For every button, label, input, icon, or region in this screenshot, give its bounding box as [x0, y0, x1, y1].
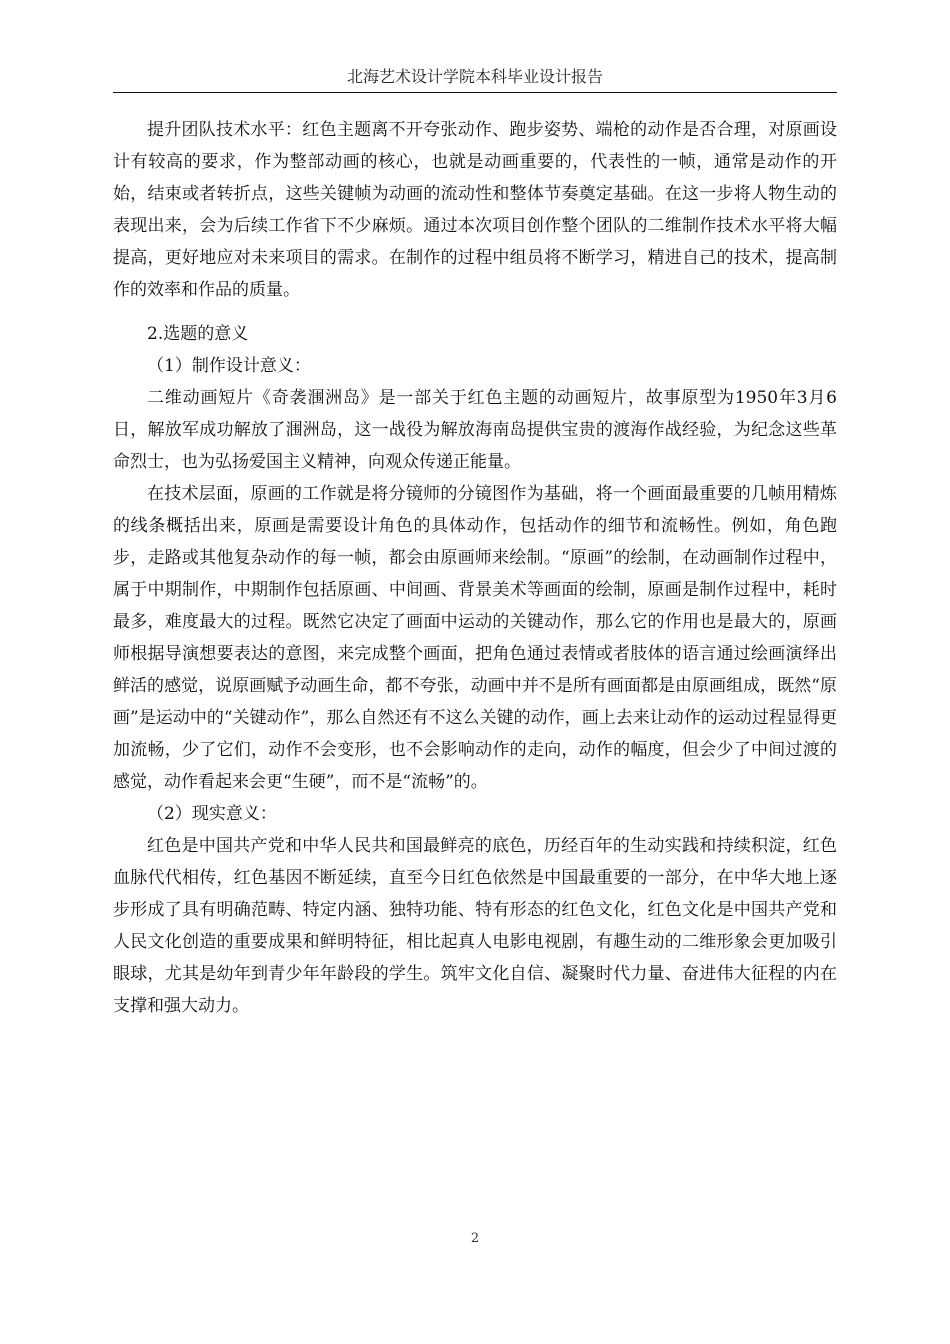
subsection-1-paragraph-1: 二维动画短片《奇袭涠洲岛》是一部关于红色主题的动画短片，故事原型为1950年3月6日，解放军成功解放了涠洲岛，这一战役为解放海南岛提供宝贵的渡海作战经验，为纪念这些革命烈士，也为弘扬爱国主义精神，向观众传递正能量。: [113, 388, 837, 472]
header-title: 北海艺术设计学院本科毕业设计报告: [346, 67, 603, 86]
subsection-1-title: （1）制作设计意义：: [147, 356, 311, 376]
section-title: 2.选题的意义: [147, 324, 249, 344]
subsection-2-title: （2）现实意义：: [147, 804, 277, 824]
subsection-2-paragraph-1: 红色是中国共产党和中华人民共和国最鲜亮的底色，历经百年的生动实践和持续积淀，红色血脉代代相传，红色基因不断延续，直至今日红色依然是中国最重要的一部分，在中华大地上逐步形成了具有明确范畴、特定内涵、独特功能、特有形态的红色文化，红色文化是中国共产党和人民文化创造的重要成果和鲜明特征，相比起真人电影电视剧，有趣生动的二维形象会更加吸引眼球，尤其是幼年到青少年年龄段的学生。筑牢文化自信、凝聚时代力量、奋进伟大征程的内在支撑和强大动力。: [113, 836, 837, 1016]
page-number: 2: [470, 1231, 480, 1246]
page-header: [113, 64, 837, 93]
intro-paragraph: 提升团队技术水平：红色主题离不开夸张动作、跑步姿势、端枪的动作是否合理，对原画设计有较高的要求，作为整部动画的核心，也就是动画重要的，代表性的一帧，通常是动作的开始，结束或者转折点，这些关键帧为动画的流动性和整体节奏奠定基础。在这一步将人物生动的表现出来，会为后续工作省下不少麻烦。通过本次项目创作整个团队的二维制作技术水平将大幅提高，更好地应对未来项目的需求。在制作的过程中组员将不断学习，精进自己的技术，提高制作的效率和作品的质量。: [113, 120, 837, 300]
document-body: [113, 114, 837, 1022]
subsection-1-paragraph-2: 在技术层面，原画的工作就是将分镜师的分镜图作为基础，将一个画面最重要的几帧用精炼的线条概括出来，原画是需要设计角色的具体动作，包括动作的细节和流畅性。例如，角色跑步，走路或其他复杂动作的每一帧，都会由原画师来绘制。“原画”的绘制，在动画制作过程中，属于中期制作，中期制作包括原画、中间画、背景美术等画面的绘制，原画是制作过程中，耗时最多，难度最大的过程。既然它决定了画面中运动的关键动作，那么它的作用也是最大的，原画师根据导演想要表达的意图，来完成整个画面，把角色通过表情或者肢体的语言通过绘画演绎出鲜活的感觉，说原画赋予动画生命，都不夸张，动画中并不是所有画面都是由原画组成，既然“原画”是运动中的“关键动作”，那么自然还有不这么关键的动作，画上去来让动作的运动过程显得更加流畅，少了它们，动作不会变形，也不会影响动作的走向，动作的幅度，但会少了中间过渡的感觉，动作看起来会更“生硬”，而不是“流畅”的。: [113, 484, 837, 792]
